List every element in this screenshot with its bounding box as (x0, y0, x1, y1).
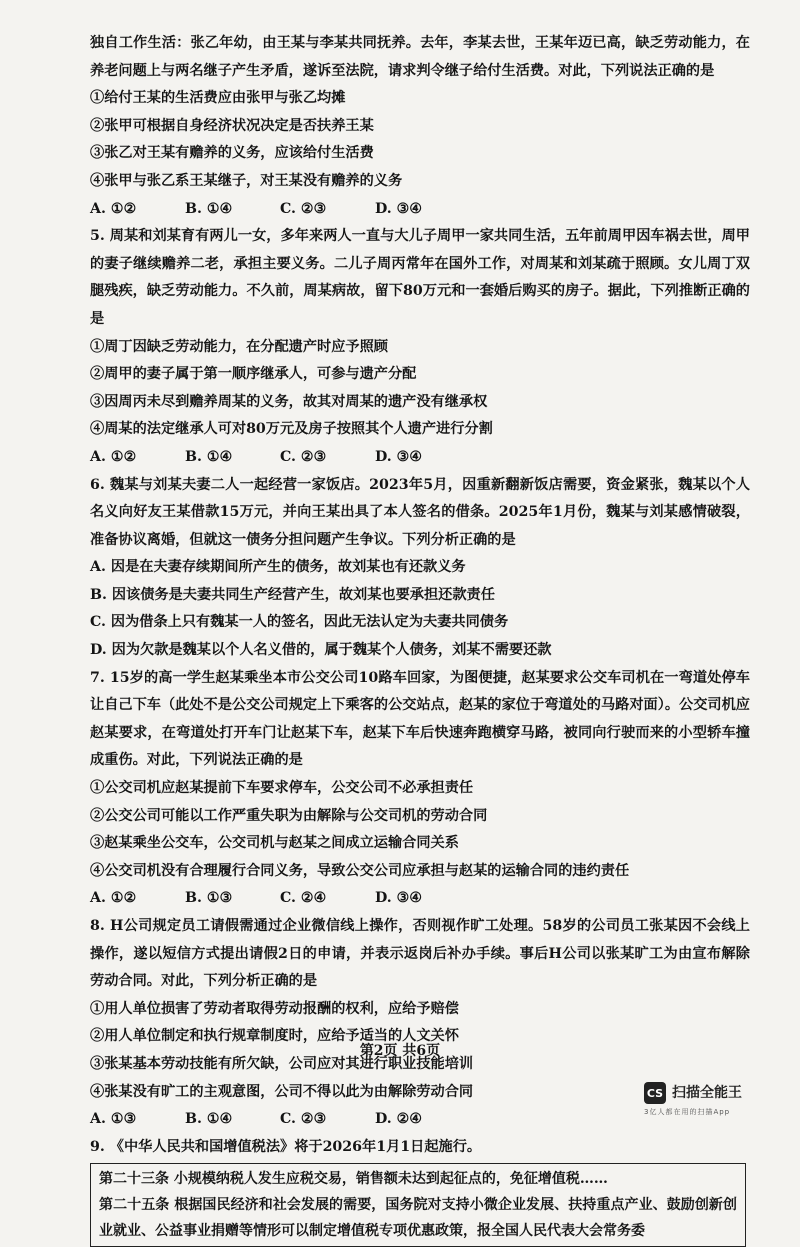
q6-option-a: A. 因是在夫妻存续期间所产生的债务，故刘某也有还款义务 (90, 559, 466, 576)
q4-item-4: ④张甲与张乙系王某继子，对王某没有赡养的义务 (90, 172, 403, 189)
q6-option-d: D. 因为欠款是魏某以个人名义借的，属于魏某个人债务，刘某不需要还款 (90, 642, 552, 659)
q5-item-2: ②周甲的妻子属于第一顺序继承人，可参与遗产分配 (90, 366, 417, 383)
q7-option-c: C. ②④ (280, 890, 327, 907)
law-article-23: 第二十三条 小规模纳税人发生应税交易，销售额未达到起征点的，免征增值税…… (99, 1171, 608, 1188)
q8-item-3: ③张某基本劳动技能有所欠缺，公司应对其进行职业技能培训 (90, 1055, 474, 1072)
q7-item-4: ④公交司机没有合理履行合同义务，导致公交公司应承担与赵某的运输合同的违约责任 (90, 862, 630, 879)
law-article-25: 第二十五条 根据国民经济和社会发展的需要，国务院对支持小微企业发展、扶持重点产业、鼓励创新创业就业、公益事业捐赠等情形可以制定增值税专项优惠政策，报全国人民代表大会常务委 (99, 1197, 737, 1240)
scanner-watermark (644, 1080, 794, 1120)
q7-option-a: A. ①② (90, 890, 137, 907)
watermark-name: 扫描全能王 (672, 1085, 742, 1101)
q9-stem: 9. 《中华人民共和国增值税法》将于2026年1月1日起施行。 (90, 1138, 482, 1155)
q4-options (90, 196, 750, 224)
q5-item-4: ④周某的法定继承人可对80万元及房子按照其个人遗产进行分割 (90, 421, 493, 438)
q8-item-4: ④张某没有旷工的主观意图，公司不得以此为由解除劳动合同 (90, 1083, 474, 1100)
q7-stem: 7. 15岁的高一学生赵某乘坐本市公交公司10路车回家，为图便捷，赵某要求公交车司机在一弯道处停车让自己下车（此处不是公交公司规定上下乘客的公交站点，赵某的家位于弯道处的马路对面）。公交司机应赵某要求，在弯道处打开车门让赵某下车，赵某下车后快速奔跑横穿马路，被同向行驶而来的小型轿车撞成重伤。对此，下列说法正确的是 (90, 669, 750, 769)
q5-option-a: A. ①② (90, 448, 137, 465)
q4-option-d: D. ③④ (375, 200, 423, 217)
q7-item-3: ③赵某乘坐公交车，公交司机与赵某之间成立运输合同关系 (90, 835, 459, 852)
camscanner-logo-icon: CS (644, 1082, 666, 1104)
watermark-tagline: 3亿人都在用的扫描App (644, 1108, 731, 1116)
q8-stem: 8. H公司规定员工请假需通过企业微信线上操作，否则视作旷工处理。58岁的公司员工张某因不会线上操作，遂以短信方式提出请假2日的申请，并表示返岗后补办手续。事后H公司以张某旷工为由宣布解除劳动合同。对此，下列分析正确的是 (90, 918, 750, 990)
q7-option-b: B. ①③ (185, 890, 233, 907)
q4-item-2: ②张甲可根据自身经济状况决定是否扶养王某 (90, 117, 374, 134)
q7-item-2: ②公交公司可能以工作严重失职为由解除与公交司机的劳动合同 (90, 807, 488, 824)
q4-item-1: ①给付王某的生活费应由张甲与张乙均摊 (90, 90, 346, 107)
q4-continuation: 独自工作生活：张乙年幼，由王某与李某共同抚养。去年，李某去世，王某年迈已高，缺乏劳动能力，在养老问题上与两名继子产生矛盾，遂诉至法院，请求判令继子给付生活费。对此，下列说法正确的是 (90, 35, 750, 79)
q6-stem: 6. 魏某与刘某夫妻二人一起经营一家饭店。2023年5月，因重新翻新饭店需要，资金紧张，魏某以个人名义向好友王某借款15万元，并向王某出具了本人签名的借条。2025年1月份，魏某与刘某感情破裂，准备协议离婚，但就这一债务分担问题产生争议。下列分析正确的是 (90, 476, 750, 548)
q5-stem: 5. 周某和刘某育有两儿一女，多年来两人一直与大儿子周甲一家共同生活，五年前周甲因车祸去世，周甲的妻子继续赡养二老，承担主要义务。二儿子周丙常年在国外工作，对周某和刘某疏于照顾。女儿周丁双腿残疾，缺乏劳动能力。不久前，周某病故，留下80万元和一套婚后购买的房子。据此，下列推断正确的是 (90, 228, 750, 327)
q6-option-b: B. 因该债务是夫妻共同生产经营产生，故刘某也要承担还款责任 (90, 586, 495, 603)
q4-option-c: C. ②③ (280, 200, 327, 217)
q5-option-b: B. ①④ (185, 448, 233, 465)
q8-item-2: ②用人单位制定和执行规章制度时，应给予适当的人文关怀 (90, 1028, 459, 1045)
q5-item-1: ①周丁因缺乏劳动能力，在分配遗产时应予照顾 (90, 338, 388, 355)
q8-item-1: ①用人单位损害了劳动者取得劳动报酬的权利，应给予赔偿 (90, 1000, 459, 1017)
q8-option-b: B. ①④ (185, 1111, 233, 1128)
q6-option-c: C. 因为借条上只有魏某一人的签名，因此无法认定为夫妻共同债务 (90, 614, 509, 631)
q5-options (90, 444, 750, 472)
law-excerpt-box (90, 1163, 746, 1247)
q5-item-3: ③因周丙未尽到赡养周某的义务，故其对周某的遗产没有继承权 (90, 393, 488, 410)
q5-option-c: C. ②③ (280, 448, 327, 465)
q5-option-d: D. ③④ (375, 448, 423, 465)
q8-option-d: D. ②④ (375, 1111, 423, 1128)
q4-option-a: A. ①② (90, 200, 137, 217)
q7-option-d: D. ③④ (375, 890, 423, 907)
q7-options (90, 885, 750, 913)
q7-item-1: ①公交司机应赵某提前下车要求停车，公交公司不必承担责任 (90, 780, 474, 797)
exam-page (90, 30, 750, 1247)
q4-option-b: B. ①④ (185, 200, 233, 217)
q8-option-c: C. ②③ (280, 1111, 327, 1128)
page-number: 第2页 共6页 (359, 1043, 441, 1059)
q8-option-a: A. ①③ (90, 1111, 137, 1128)
q4-item-3: ③张乙对王某有赡养的义务，应该给付生活费 (90, 145, 374, 162)
